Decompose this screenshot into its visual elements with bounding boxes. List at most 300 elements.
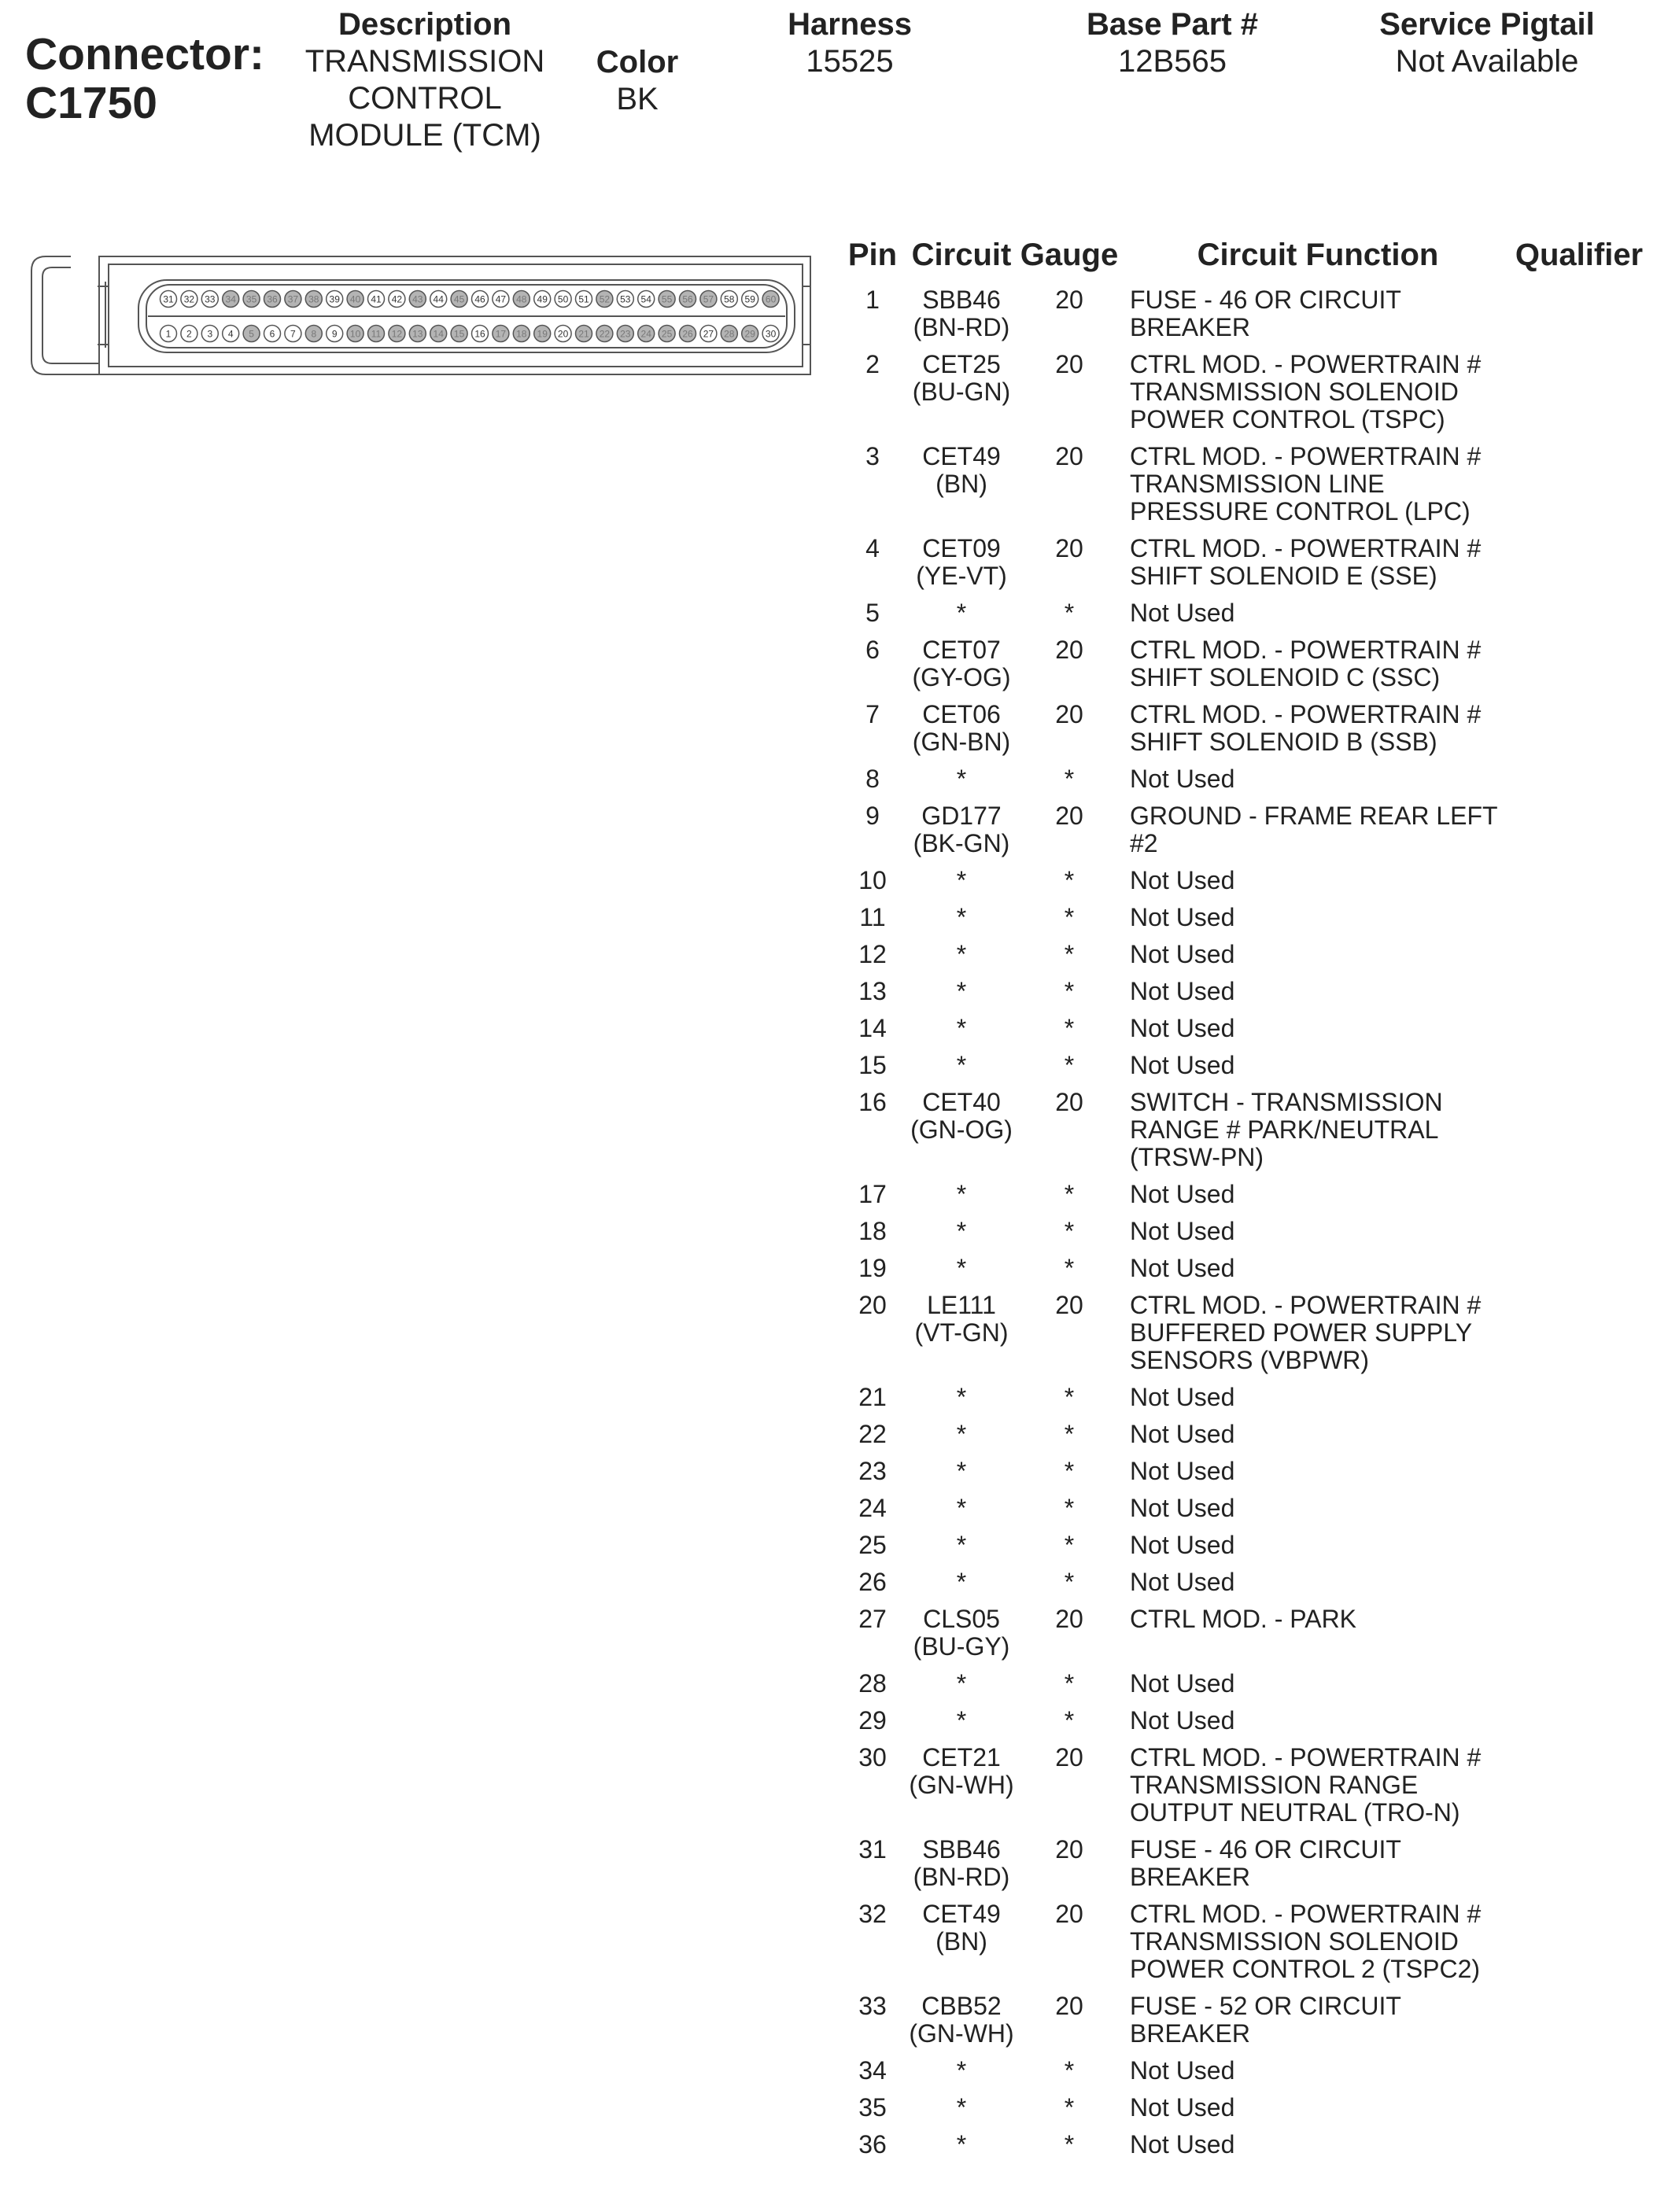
gauge-cell: 20 bbox=[1055, 350, 1083, 378]
circuit-cell bbox=[906, 1255, 1017, 1292]
table-row bbox=[839, 1606, 1652, 1670]
pin-39-label: 39 bbox=[329, 293, 340, 305]
pin-17-label: 17 bbox=[495, 328, 507, 340]
circuit-cell-line: CLS05 bbox=[923, 1605, 1000, 1633]
circuit-function-cell-line: CTRL MOD. - POWERTRAIN # bbox=[1130, 1291, 1482, 1319]
pin-number: 15 bbox=[858, 1051, 887, 1079]
pin-12-label: 12 bbox=[391, 328, 403, 340]
pin-number: 31 bbox=[858, 1835, 887, 1864]
pin-number: 29 bbox=[858, 1706, 887, 1735]
header-circuit-function: Circuit Function bbox=[1197, 238, 1439, 272]
pin-row-top bbox=[161, 291, 780, 308]
circuit-cell bbox=[906, 1606, 1017, 1670]
gauge-cell: 20 bbox=[1055, 1605, 1083, 1633]
pin-number: 5 bbox=[865, 599, 880, 627]
pin-number: 28 bbox=[858, 1669, 887, 1698]
pin-number: 32 bbox=[858, 1900, 887, 1928]
circuit-cell bbox=[906, 351, 1017, 443]
circuit-cell bbox=[906, 1532, 1017, 1569]
gauge-cell: * bbox=[1064, 1531, 1075, 1559]
qualifier-cell bbox=[1506, 599, 1652, 636]
circuit-cell bbox=[906, 1218, 1017, 1255]
circuit-cell bbox=[906, 1089, 1017, 1181]
circuit-cell-line: (GN-WH) bbox=[909, 2019, 1014, 2048]
circuit-cell-line: (GN-WH) bbox=[909, 1771, 1014, 1799]
table-row bbox=[839, 1900, 1652, 1993]
circuit-function-cell-line: POWER CONTROL 2 (TSPC2) bbox=[1130, 1955, 1481, 1983]
circuit-cell-line: * bbox=[956, 765, 967, 793]
circuit-function-cell bbox=[1122, 2131, 1506, 2168]
circuit-cell-line: * bbox=[956, 599, 967, 627]
circuit-cell bbox=[906, 636, 1017, 701]
pin-number: 33 bbox=[858, 1992, 887, 2020]
circuit-cell-line: GD177 bbox=[921, 802, 1002, 830]
circuit-function-cell-line: TRANSMISSION RANGE bbox=[1130, 1771, 1419, 1799]
pin-6-label: 6 bbox=[269, 328, 275, 340]
pin-33-label: 33 bbox=[205, 293, 216, 305]
qualifier-cell bbox=[1506, 1569, 1652, 1606]
pin-number: 14 bbox=[858, 1014, 887, 1042]
pin-number: 4 bbox=[865, 534, 880, 562]
circuit-function-cell bbox=[1122, 802, 1506, 867]
gauge-cell: 20 bbox=[1055, 802, 1083, 830]
gauge-cell: * bbox=[1064, 599, 1075, 627]
pin-30-label: 30 bbox=[765, 328, 777, 340]
circuit-function-cell-line: POWER CONTROL (TSPC) bbox=[1130, 405, 1445, 433]
pin-5-label: 5 bbox=[249, 328, 254, 340]
gauge-cell: 20 bbox=[1055, 286, 1083, 314]
circuit-cell bbox=[906, 1421, 1017, 1458]
header-circuit: Circuit bbox=[911, 238, 1012, 272]
circuit-function-cell-line: BREAKER bbox=[1130, 313, 1250, 341]
qualifier-cell bbox=[1506, 2057, 1652, 2094]
circuit-function-cell-line: Not Used bbox=[1130, 1568, 1235, 1596]
circuit-function-cell-line: SHIFT SOLENOID B (SSB) bbox=[1130, 728, 1437, 756]
description-line: CONTROL bbox=[348, 81, 502, 116]
gauge-cell: * bbox=[1064, 866, 1075, 894]
circuit-cell-line: * bbox=[956, 1217, 967, 1245]
circuit-cell bbox=[906, 802, 1017, 867]
circuit-cell-line: (BN) bbox=[935, 1927, 987, 1956]
pin-50-label: 50 bbox=[557, 293, 569, 305]
circuit-cell-line: * bbox=[956, 1706, 967, 1735]
circuit-cell-line: CBB52 bbox=[921, 1992, 1002, 2020]
circuit-cell bbox=[906, 1052, 1017, 1089]
gauge-cell: * bbox=[1064, 1420, 1075, 1448]
circuit-function-cell bbox=[1122, 867, 1506, 904]
gauge-cell: 20 bbox=[1055, 1992, 1083, 2020]
circuit-function-cell-line: TRANSMISSION SOLENOID bbox=[1130, 1927, 1459, 1956]
pin-number: 2 bbox=[865, 350, 880, 378]
gauge-cell: * bbox=[1064, 977, 1075, 1005]
circuit-cell bbox=[906, 701, 1017, 765]
circuit-function-cell bbox=[1122, 1218, 1506, 1255]
circuit-cell-line: CET25 bbox=[922, 350, 1001, 378]
circuit-function-cell-line: #2 bbox=[1130, 829, 1158, 857]
circuit-function-cell bbox=[1122, 765, 1506, 802]
circuit-function-cell-line: CTRL MOD. - POWERTRAIN # bbox=[1130, 1743, 1482, 1771]
circuit-function-cell bbox=[1122, 1015, 1506, 1052]
pin-number: 34 bbox=[858, 2056, 887, 2085]
qualifier-cell bbox=[1506, 1532, 1652, 1569]
circuit-cell-line: * bbox=[956, 2093, 967, 2122]
circuit-cell bbox=[906, 599, 1017, 636]
circuit-cell-line: * bbox=[956, 1014, 967, 1042]
pin-51-label: 51 bbox=[578, 293, 589, 305]
color-block bbox=[574, 44, 700, 118]
circuit-cell-line: * bbox=[956, 903, 967, 931]
pin-number: 19 bbox=[858, 1254, 887, 1282]
table-row bbox=[839, 1707, 1652, 1744]
circuit-cell-line: CET06 bbox=[922, 700, 1001, 728]
circuit-cell-line: LE111 bbox=[927, 1291, 996, 1319]
circuit-function-cell bbox=[1122, 351, 1506, 443]
circuit-cell bbox=[906, 1707, 1017, 1744]
pin-22-label: 22 bbox=[599, 328, 611, 340]
circuit-function-cell-line: Not Used bbox=[1130, 1217, 1235, 1245]
circuit-cell-line: * bbox=[956, 2130, 967, 2159]
gauge-cell: 20 bbox=[1055, 1743, 1083, 1771]
service-pigtail-value: Not Available bbox=[1395, 44, 1579, 79]
connector-id: C1750 bbox=[25, 78, 157, 128]
pin-52-label: 52 bbox=[599, 293, 611, 305]
table-row bbox=[839, 701, 1652, 765]
table-row bbox=[839, 1495, 1652, 1532]
pin-45-label: 45 bbox=[453, 293, 465, 305]
table-row bbox=[839, 535, 1652, 599]
service-pigtail-label: Service Pigtail bbox=[1379, 7, 1595, 42]
circuit-function-cell-line: Not Used bbox=[1130, 2093, 1235, 2122]
circuit-function-cell-line: FUSE - 46 OR CIRCUIT bbox=[1130, 286, 1401, 314]
table-row bbox=[839, 1015, 1652, 1052]
gauge-cell: 20 bbox=[1055, 1900, 1083, 1928]
pin-number: 24 bbox=[858, 1494, 887, 1522]
table-row bbox=[839, 904, 1652, 941]
circuit-cell-line: (BN) bbox=[935, 470, 987, 498]
circuit-cell bbox=[906, 1569, 1017, 1606]
base-part-value: 12B565 bbox=[1118, 44, 1227, 79]
circuit-function-cell-line: Not Used bbox=[1130, 940, 1235, 968]
circuit-function-cell bbox=[1122, 1181, 1506, 1218]
table-row bbox=[839, 1744, 1652, 1836]
pin-number: 16 bbox=[858, 1088, 887, 1116]
circuit-cell bbox=[906, 1670, 1017, 1707]
pin-20-label: 20 bbox=[557, 328, 569, 340]
circuit-cell-line: * bbox=[956, 866, 967, 894]
circuit-function-cell bbox=[1122, 1292, 1506, 1384]
circuit-cell-line: * bbox=[956, 940, 967, 968]
qualifier-cell bbox=[1506, 1900, 1652, 1993]
gauge-cell: 20 bbox=[1055, 1835, 1083, 1864]
circuit-function-cell bbox=[1122, 978, 1506, 1015]
circuit-function-cell bbox=[1122, 1532, 1506, 1569]
circuit-function-cell bbox=[1122, 1421, 1506, 1458]
gauge-cell: * bbox=[1064, 2093, 1075, 2122]
gauge-cell: * bbox=[1064, 1669, 1075, 1698]
pin-46-label: 46 bbox=[474, 293, 485, 305]
connector-face-diagram bbox=[30, 250, 817, 381]
circuit-cell bbox=[906, 1181, 1017, 1218]
pin-number: 11 bbox=[859, 903, 886, 931]
circuit-cell-line: (GN-OG) bbox=[910, 1115, 1013, 1144]
circuit-function-cell bbox=[1122, 1569, 1506, 1606]
pin-1-label: 1 bbox=[165, 328, 172, 340]
pin-10-label: 10 bbox=[349, 328, 361, 340]
pin-57-label: 57 bbox=[703, 293, 714, 305]
pin-number: 23 bbox=[858, 1457, 887, 1485]
circuit-function-cell bbox=[1122, 941, 1506, 978]
pin-number: 9 bbox=[865, 802, 880, 830]
circuit-cell bbox=[906, 2057, 1017, 2094]
table-row bbox=[839, 286, 1652, 351]
circuit-cell-line: SBB46 bbox=[922, 1835, 1001, 1864]
circuit-cell bbox=[906, 1458, 1017, 1495]
qualifier-cell bbox=[1506, 765, 1652, 802]
circuit-cell-line: CET07 bbox=[922, 636, 1001, 664]
gauge-cell: 20 bbox=[1055, 700, 1083, 728]
circuit-function-cell-line: SENSORS (VBPWR) bbox=[1130, 1346, 1370, 1374]
circuit-cell-line: * bbox=[956, 1254, 967, 1282]
circuit-cell-line: CET49 bbox=[922, 1900, 1001, 1928]
circuit-function-cell-line: Not Used bbox=[1130, 903, 1235, 931]
qualifier-cell bbox=[1506, 535, 1652, 599]
circuit-function-cell bbox=[1122, 1606, 1506, 1670]
circuit-function-cell-line: CTRL MOD. - POWERTRAIN # bbox=[1130, 636, 1482, 664]
qualifier-cell bbox=[1506, 1744, 1652, 1836]
header-qualifier: Qualifier bbox=[1515, 238, 1644, 272]
pin-49-label: 49 bbox=[537, 293, 548, 305]
circuit-cell bbox=[906, 941, 1017, 978]
base-part-block bbox=[1054, 6, 1290, 80]
pin-59-label: 59 bbox=[744, 293, 755, 305]
pin-table-header bbox=[839, 238, 1652, 286]
circuit-function-cell bbox=[1122, 1052, 1506, 1089]
pin-15-label: 15 bbox=[453, 328, 465, 340]
circuit-cell bbox=[906, 1744, 1017, 1836]
circuit-function-cell-line: CTRL MOD. - POWERTRAIN # bbox=[1130, 442, 1482, 470]
harness-value: 15525 bbox=[806, 44, 894, 79]
color-value: BK bbox=[616, 82, 659, 116]
circuit-function-cell-line: Not Used bbox=[1130, 1531, 1235, 1559]
circuit-function-cell-line: Not Used bbox=[1130, 1254, 1235, 1282]
circuit-function-cell-line: Not Used bbox=[1130, 599, 1235, 627]
pin-7-label: 7 bbox=[290, 328, 296, 340]
circuit-cell bbox=[906, 1292, 1017, 1384]
pin-58-label: 58 bbox=[724, 293, 735, 305]
gauge-cell: 20 bbox=[1055, 636, 1083, 664]
qualifier-cell bbox=[1506, 1292, 1652, 1384]
pin-number: 13 bbox=[858, 977, 887, 1005]
circuit-function-cell bbox=[1122, 1384, 1506, 1421]
qualifier-cell bbox=[1506, 286, 1652, 351]
circuit-function-cell-line: SHIFT SOLENOID C (SSC) bbox=[1130, 663, 1441, 691]
circuit-cell bbox=[906, 1836, 1017, 1900]
circuit-cell-line: CET21 bbox=[922, 1743, 1001, 1771]
qualifier-cell bbox=[1506, 978, 1652, 1015]
pin-row-bottom bbox=[161, 326, 780, 342]
service-pigtail-block bbox=[1338, 6, 1637, 80]
table-row bbox=[839, 2057, 1652, 2094]
qualifier-cell bbox=[1506, 1384, 1652, 1421]
circuit-cell-line: * bbox=[956, 1494, 967, 1522]
circuit-function-cell bbox=[1122, 1089, 1506, 1181]
circuit-function-cell-line: TRANSMISSION SOLENOID bbox=[1130, 378, 1459, 406]
circuit-cell-line: * bbox=[956, 1531, 967, 1559]
table-row bbox=[839, 1292, 1652, 1384]
pin-47-label: 47 bbox=[495, 293, 507, 305]
pin-number: 17 bbox=[858, 1180, 887, 1208]
circuit-function-cell-line: CTRL MOD. - POWERTRAIN # bbox=[1130, 534, 1482, 562]
pin-8-label: 8 bbox=[311, 328, 317, 340]
pin-14-label: 14 bbox=[433, 328, 444, 340]
color-label: Color bbox=[596, 45, 679, 79]
circuit-function-cell-line: FUSE - 46 OR CIRCUIT bbox=[1130, 1835, 1401, 1864]
circuit-function-cell bbox=[1122, 1707, 1506, 1744]
circuit-function-cell-line: BREAKER bbox=[1130, 2019, 1250, 2048]
qualifier-cell bbox=[1506, 1458, 1652, 1495]
gauge-cell: * bbox=[1064, 1180, 1075, 1208]
gauge-cell: 20 bbox=[1055, 1088, 1083, 1116]
pin-9-label: 9 bbox=[331, 328, 338, 340]
pin-number: 27 bbox=[858, 1605, 887, 1633]
table-row bbox=[839, 765, 1652, 802]
circuit-function-cell-line: CTRL MOD. - POWERTRAIN # bbox=[1130, 1900, 1482, 1928]
circuit-function-cell-line: Not Used bbox=[1130, 2056, 1235, 2085]
pin-number: 6 bbox=[865, 636, 880, 664]
circuit-function-cell-line: Not Used bbox=[1130, 1051, 1235, 1079]
table-row bbox=[839, 1255, 1652, 1292]
pin-28-label: 28 bbox=[724, 328, 735, 340]
pin-25-label: 25 bbox=[661, 328, 673, 340]
pin-56-label: 56 bbox=[682, 293, 693, 305]
table-row bbox=[839, 867, 1652, 904]
gauge-cell: * bbox=[1064, 1254, 1075, 1282]
table-row bbox=[839, 599, 1652, 636]
table-row bbox=[839, 1670, 1652, 1707]
circuit-cell-line: * bbox=[956, 2056, 967, 2085]
table-row bbox=[839, 1181, 1652, 1218]
circuit-cell-line: * bbox=[956, 1457, 967, 1485]
pin-number: 10 bbox=[858, 866, 887, 894]
circuit-function-cell-line: (TRSW-PN) bbox=[1130, 1143, 1264, 1171]
circuit-cell bbox=[906, 1384, 1017, 1421]
connector-housing bbox=[31, 256, 810, 374]
circuit-function-cell-line: Not Used bbox=[1130, 1457, 1235, 1485]
pin-2-label: 2 bbox=[186, 328, 192, 340]
qualifier-cell bbox=[1506, 1218, 1652, 1255]
pin-53-label: 53 bbox=[620, 293, 631, 305]
circuit-cell bbox=[906, 765, 1017, 802]
circuit-function-cell-line: Not Used bbox=[1130, 2130, 1235, 2159]
circuit-cell-line: CET09 bbox=[922, 534, 1001, 562]
circuit-cell-line: CET40 bbox=[922, 1088, 1001, 1116]
pin-3-label: 3 bbox=[207, 328, 213, 340]
table-row bbox=[839, 1836, 1652, 1900]
pin-48-label: 48 bbox=[516, 293, 527, 305]
circuit-function-cell-line: Not Used bbox=[1130, 1420, 1235, 1448]
pin-number: 8 bbox=[865, 765, 880, 793]
pin-13-label: 13 bbox=[412, 328, 423, 340]
qualifier-cell bbox=[1506, 867, 1652, 904]
circuit-cell bbox=[906, 904, 1017, 941]
circuit-function-cell bbox=[1122, 443, 1506, 535]
circuit-function-cell bbox=[1122, 1495, 1506, 1532]
table-row bbox=[839, 2094, 1652, 2131]
pin-16-label: 16 bbox=[474, 328, 485, 340]
qualifier-cell bbox=[1506, 1052, 1652, 1089]
circuit-cell-line: (BK-GN) bbox=[913, 829, 1010, 857]
table-row bbox=[839, 443, 1652, 535]
pin-11-label: 11 bbox=[371, 328, 382, 340]
pin-26-label: 26 bbox=[682, 328, 693, 340]
pin-34-label: 34 bbox=[225, 293, 236, 305]
table-row bbox=[839, 1458, 1652, 1495]
circuit-function-cell-line: CTRL MOD. - PARK bbox=[1130, 1605, 1357, 1633]
circuit-cell-line: (YE-VT) bbox=[916, 562, 1007, 590]
pin-23-label: 23 bbox=[620, 328, 631, 340]
pin-38-label: 38 bbox=[308, 293, 319, 305]
table-row bbox=[839, 1218, 1652, 1255]
table-row bbox=[839, 1569, 1652, 1606]
description-label: Description bbox=[338, 7, 512, 42]
qualifier-cell bbox=[1506, 1670, 1652, 1707]
table-row bbox=[839, 1052, 1652, 1089]
qualifier-cell bbox=[1506, 351, 1652, 443]
circuit-cell bbox=[906, 2094, 1017, 2131]
pin-number: 20 bbox=[858, 1291, 887, 1319]
circuit-cell-line: * bbox=[956, 1051, 967, 1079]
table-row bbox=[839, 1384, 1652, 1421]
circuit-cell bbox=[906, 1495, 1017, 1532]
circuit-function-cell-line: Not Used bbox=[1130, 1383, 1235, 1411]
table-row bbox=[839, 351, 1652, 443]
circuit-function-cell-line: Not Used bbox=[1130, 1014, 1235, 1042]
qualifier-cell bbox=[1506, 443, 1652, 535]
qualifier-cell bbox=[1506, 1255, 1652, 1292]
circuit-function-cell bbox=[1122, 599, 1506, 636]
pin-number: 36 bbox=[858, 2130, 887, 2159]
connector-label: Connector: bbox=[25, 29, 264, 79]
gauge-cell: * bbox=[1064, 1706, 1075, 1735]
qualifier-cell bbox=[1506, 1993, 1652, 2057]
connector-title bbox=[25, 30, 264, 127]
circuit-function-cell bbox=[1122, 701, 1506, 765]
circuit-function-cell bbox=[1122, 535, 1506, 599]
pin-number: 7 bbox=[865, 700, 880, 728]
circuit-cell-line: SBB46 bbox=[922, 286, 1001, 314]
gauge-cell: * bbox=[1064, 2130, 1075, 2159]
circuit-function-cell bbox=[1122, 1900, 1506, 1993]
qualifier-cell bbox=[1506, 1707, 1652, 1744]
circuit-cell-line: (GN-BN) bbox=[912, 728, 1011, 756]
circuit-function-cell-line: Not Used bbox=[1130, 1180, 1235, 1208]
circuit-cell-line: * bbox=[956, 977, 967, 1005]
pin-55-label: 55 bbox=[661, 293, 673, 305]
gauge-cell: 20 bbox=[1055, 1291, 1083, 1319]
circuit-function-cell-line: CTRL MOD. - POWERTRAIN # bbox=[1130, 350, 1482, 378]
table-row bbox=[839, 941, 1652, 978]
circuit-function-cell bbox=[1122, 1670, 1506, 1707]
gauge-cell: * bbox=[1064, 1014, 1075, 1042]
pin-number: 35 bbox=[858, 2093, 887, 2122]
pin-number: 26 bbox=[858, 1568, 887, 1596]
qualifier-cell bbox=[1506, 701, 1652, 765]
gauge-cell: 20 bbox=[1055, 534, 1083, 562]
pin-27-label: 27 bbox=[703, 328, 714, 340]
qualifier-cell bbox=[1506, 1089, 1652, 1181]
qualifier-cell bbox=[1506, 904, 1652, 941]
gauge-cell: * bbox=[1064, 1457, 1075, 1485]
